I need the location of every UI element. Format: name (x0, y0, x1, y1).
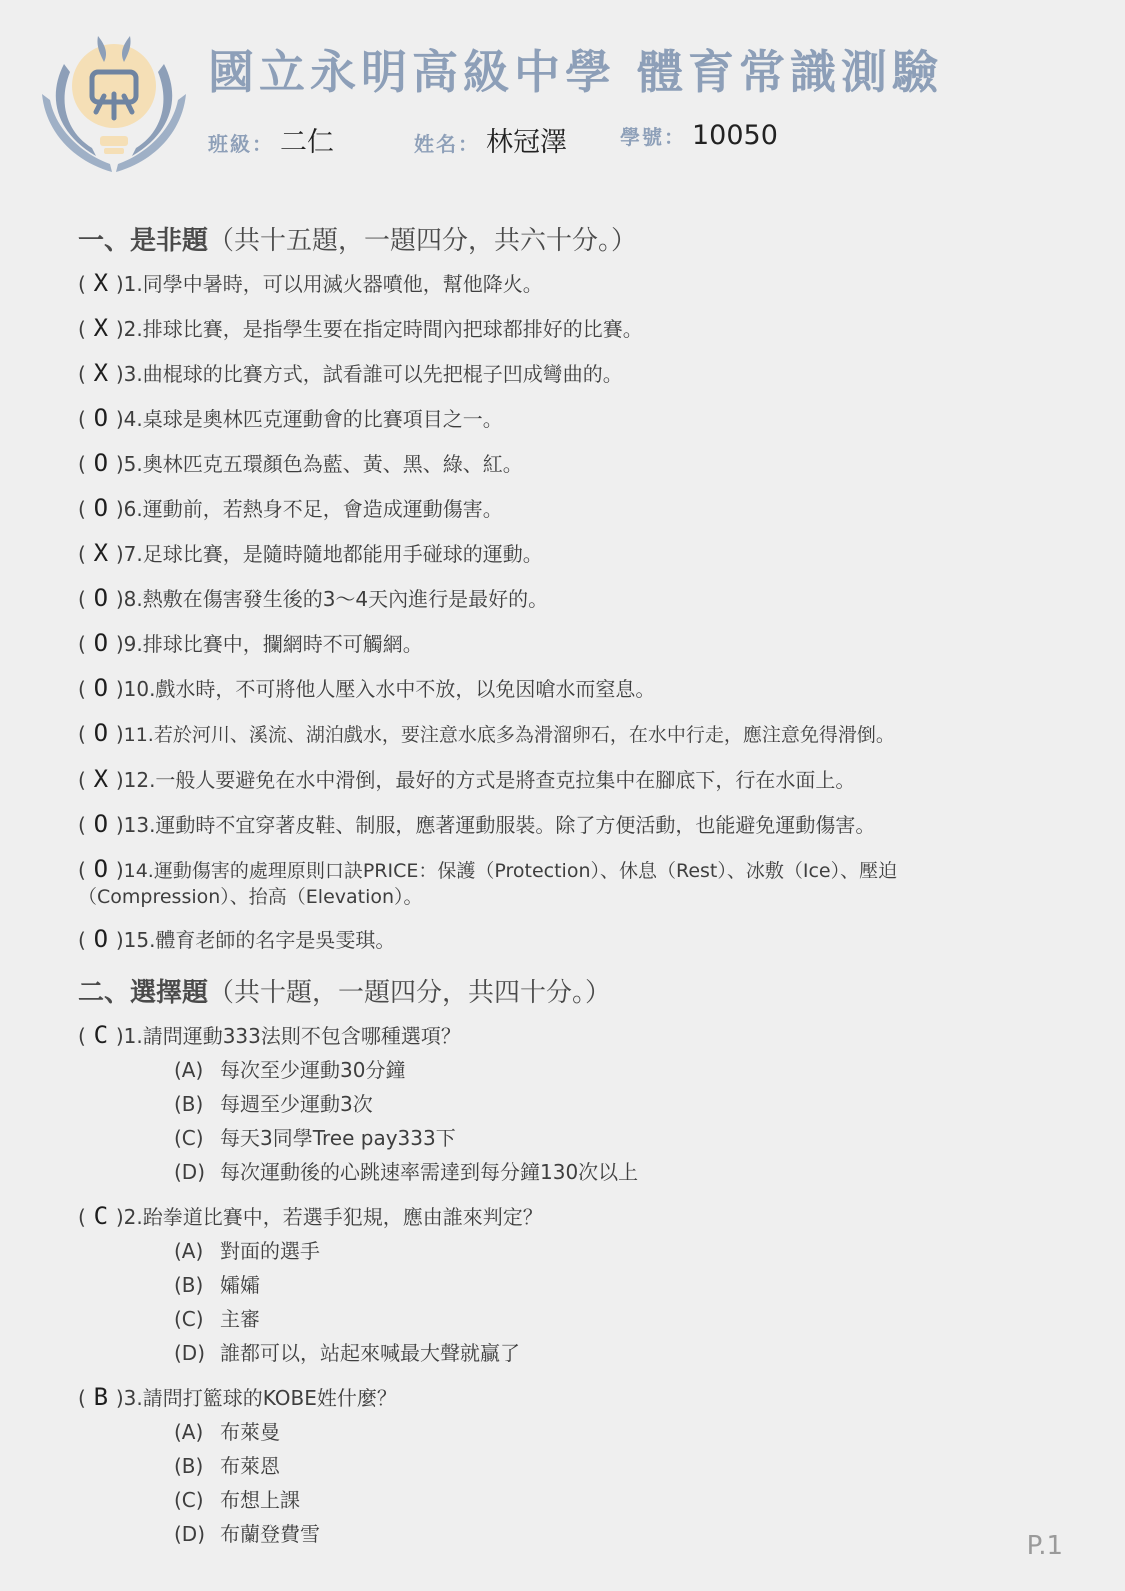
option-label: (A) (174, 1420, 204, 1444)
tf-question-text: 2.排球比賽，是指學生要在指定時間內把球都排好的比賽。 (123, 317, 643, 341)
mc-question-text: 3.請問打籃球的KOBE姓什麼？ (123, 1386, 397, 1410)
tf-answer: O (93, 719, 109, 747)
mc-answer: C (93, 1202, 109, 1230)
mc-option (174, 1517, 1053, 1551)
tf-question-text: 6.運動前，若熱身不足，會造成運動傷害。 (123, 497, 503, 521)
option-label: (B) (174, 1273, 204, 1297)
tf-question-text: 10.戲水時，不可將他人壓入水中不放，以免因嗆水而窒息。 (123, 677, 656, 701)
mc-option (174, 1053, 1053, 1087)
mc-title-num: 二、 (78, 978, 131, 1008)
mc-option (174, 1415, 1053, 1449)
option-text: 布想上課 (220, 1488, 300, 1512)
tf-question-row: ( X )7.足球比賽，是隨時隨地都能用手碰球的運動。 (78, 539, 543, 567)
tf-question-text: 15.體育老師的名字是吳雯琪。 (123, 928, 396, 952)
tf-answer: X (93, 269, 109, 297)
student-id-field (620, 120, 778, 160)
mc-option (174, 1483, 1053, 1517)
page-number: P.1 (1026, 1531, 1063, 1561)
option-label: (D) (174, 1160, 206, 1184)
option-text: 每週至少運動3次 (220, 1092, 373, 1116)
mc-option (174, 1234, 1053, 1268)
class-value: 二仁 (280, 127, 334, 158)
tf-question-row: ( O )10.戲水時，不可將他人壓入水中不放，以免因嗆水而窒息。 (78, 674, 656, 702)
option-text: 每天3同學Tree pay333下 (220, 1126, 456, 1150)
name-label: 姓名： (414, 132, 480, 156)
true-false-section-title (78, 220, 637, 257)
tf-answer: O (93, 584, 109, 612)
tf-question-row: ( O )9.排球比賽中，攔網時不可觸網。 (78, 629, 423, 657)
option-text: 每次運動後的心跳速率需達到每分鐘130次以上 (220, 1160, 639, 1184)
mc-question (78, 1384, 1053, 1551)
tf-answer: X (93, 765, 109, 793)
option-label: (B) (174, 1092, 204, 1116)
option-text: 每次至少運動30分鐘 (220, 1058, 406, 1082)
tf-question-text: 11.若於河川、溪流、湖泊戲水，要注意水底多為滑溜卵石，在水中行走，應注意免得滑倒。 (123, 724, 895, 746)
tf-answer: O (93, 925, 109, 953)
mc-title-note: （共十題，一題四分，共四十分。） (208, 978, 612, 1008)
option-text: 布蘭登費雪 (220, 1522, 320, 1546)
option-label: (D) (174, 1522, 206, 1546)
tf-question-row: ( X )3.曲棍球的比賽方式，試看誰可以先把棍子凹成彎曲的。 (78, 359, 623, 387)
option-text: 誰都可以，站起來喊最大聲就贏了 (220, 1341, 520, 1365)
tf-answer: X (93, 359, 109, 387)
tf-question-row: ( O )6.運動前，若熱身不足，會造成運動傷害。 (78, 494, 503, 522)
option-label: (D) (174, 1341, 206, 1365)
mc-title-bold: 選擇題 (130, 978, 209, 1008)
tf-title-bold: 是非題 (130, 226, 209, 256)
mc-option (174, 1155, 1053, 1189)
tf-title-num: 一、 (78, 226, 131, 256)
mc-question (78, 1203, 1053, 1370)
exam-header (0, 0, 1125, 190)
tf-answer: O (93, 674, 109, 702)
tf-answer: O (93, 404, 109, 432)
tf-question-row: ( X )2.排球比賽，是指學生要在指定時間內把球都排好的比賽。 (78, 314, 643, 342)
tf-answer: O (93, 494, 109, 522)
tf-question-text: 13.運動時不宜穿著皮鞋、制服，應著運動服裝。除了方便活動，也能避免運動傷害。 (123, 813, 876, 837)
tf-answer: X (93, 314, 109, 342)
mc-option (174, 1336, 1053, 1370)
tf-question-text: 8.熱敷在傷害發生後的3～4天內進行是最好的。 (123, 587, 549, 611)
tf-question-row: ( O )15.體育老師的名字是吳雯琪。 (78, 925, 396, 953)
class-field (208, 120, 334, 160)
option-label: (C) (174, 1126, 204, 1150)
tf-title-note: （共十五題，一題四分，共六十分。） (208, 226, 638, 256)
option-text: 對面的選手 (220, 1239, 320, 1263)
tf-question-text: 7.足球比賽，是隨時隨地都能用手碰球的運動。 (123, 542, 543, 566)
tf-question-row: ( O )8.熱敷在傷害發生後的3～4天內進行是最好的。 (78, 584, 549, 612)
tf-question-text: 9.排球比賽中，攔網時不可觸網。 (123, 632, 423, 656)
option-text: 布萊恩 (220, 1454, 280, 1478)
tf-question-row: ( O )14.運動傷害的處理原則口訣PRICE：保護（Protection）、休息（Rest）、冰敷（Ice）、壓迫（Compression）、抬高（Elevation）。 (78, 855, 898, 908)
tf-answer: X (93, 539, 109, 567)
tf-question-text: 5.奧林匹克五環顏色為藍、黃、黑、綠、紅。 (123, 452, 523, 476)
school-exam-title: 國立永明高級中學 體育常識測驗 (208, 45, 944, 99)
mc-option (174, 1302, 1053, 1336)
student-id-value: 10050 (692, 120, 778, 151)
option-label: (A) (174, 1058, 204, 1082)
option-text: 孀孀 (220, 1273, 260, 1297)
true-false-list (78, 270, 1053, 953)
option-text: 主審 (220, 1307, 260, 1331)
tf-answer: O (93, 855, 109, 883)
mc-question (78, 1022, 1053, 1189)
class-label: 班級： (208, 132, 274, 156)
tf-question-row: ( O )4.桌球是奧林匹克運動會的比賽項目之一。 (78, 404, 503, 432)
mc-question-text: 1.請問運動333法則不包含哪種選項？ (123, 1024, 461, 1048)
tf-question-text: 1.同學中暑時，可以用滅火器噴他，幫他降火。 (123, 272, 543, 296)
mc-question-row: ( B )3.請問打籃球的KOBE姓什麼？ (78, 1383, 397, 1411)
tf-question-row: ( O )13.運動時不宜穿著皮鞋、制服，應著運動服裝。除了方便活動，也能避免運動傷害。 (78, 810, 876, 838)
option-label: (A) (174, 1239, 204, 1263)
tf-question-text: 14.運動傷害的處理原則口訣PRICE：保護（Protection）、休息（Rest）、冰敷（Ice）、壓迫（Compression）、抬高（Elevation）。 (78, 860, 898, 908)
multiple-choice-section-title (78, 972, 611, 1009)
mc-question-text: 2.跆拳道比賽中，若選手犯規，應由誰來判定？ (123, 1205, 543, 1229)
student-id-label: 學號： (620, 125, 686, 149)
tf-answer: O (93, 810, 109, 838)
option-label: (C) (174, 1307, 204, 1331)
option-label: (B) (174, 1454, 204, 1478)
tf-question-row: ( O )5.奧林匹克五環顏色為藍、黃、黑、綠、紅。 (78, 449, 523, 477)
tf-question-row: ( O )11.若於河川、溪流、湖泊戲水，要注意水底多為滑溜卵石，在水中行走，應注意免得滑倒。 (78, 719, 895, 747)
tf-question-text: 4.桌球是奧林匹克運動會的比賽項目之一。 (123, 407, 503, 431)
option-text: 布萊曼 (220, 1420, 280, 1444)
mc-answer: C (93, 1021, 109, 1049)
tf-question-row: ( X )12.一般人要避免在水中滑倒，最好的方式是將查克拉集中在腳底下，行在水面上。 (78, 765, 856, 793)
mc-question-row: ( C )1.請問運動333法則不包含哪種選項？ (78, 1021, 461, 1049)
name-field (414, 120, 567, 160)
mc-option (174, 1087, 1053, 1121)
mc-option (174, 1449, 1053, 1483)
mc-option (174, 1268, 1053, 1302)
tf-answer: O (93, 449, 109, 477)
multiple-choice-list (78, 1022, 1053, 1551)
tf-question-text: 3.曲棍球的比賽方式，試看誰可以先把棍子凹成彎曲的。 (123, 362, 623, 386)
school-emblem-logo (36, 24, 192, 180)
tf-question-text: 12.一般人要避免在水中滑倒，最好的方式是將查克拉集中在腳底下，行在水面上。 (123, 768, 856, 792)
mc-question-row: ( C )2.跆拳道比賽中，若選手犯規，應由誰來判定？ (78, 1202, 543, 1230)
mc-answer: B (93, 1383, 109, 1411)
tf-answer: O (93, 629, 109, 657)
mc-option (174, 1121, 1053, 1155)
option-label: (C) (174, 1488, 204, 1512)
tf-question-row: ( X )1.同學中暑時，可以用滅火器噴他，幫他降火。 (78, 269, 543, 297)
name-value: 林冠澤 (486, 127, 567, 158)
